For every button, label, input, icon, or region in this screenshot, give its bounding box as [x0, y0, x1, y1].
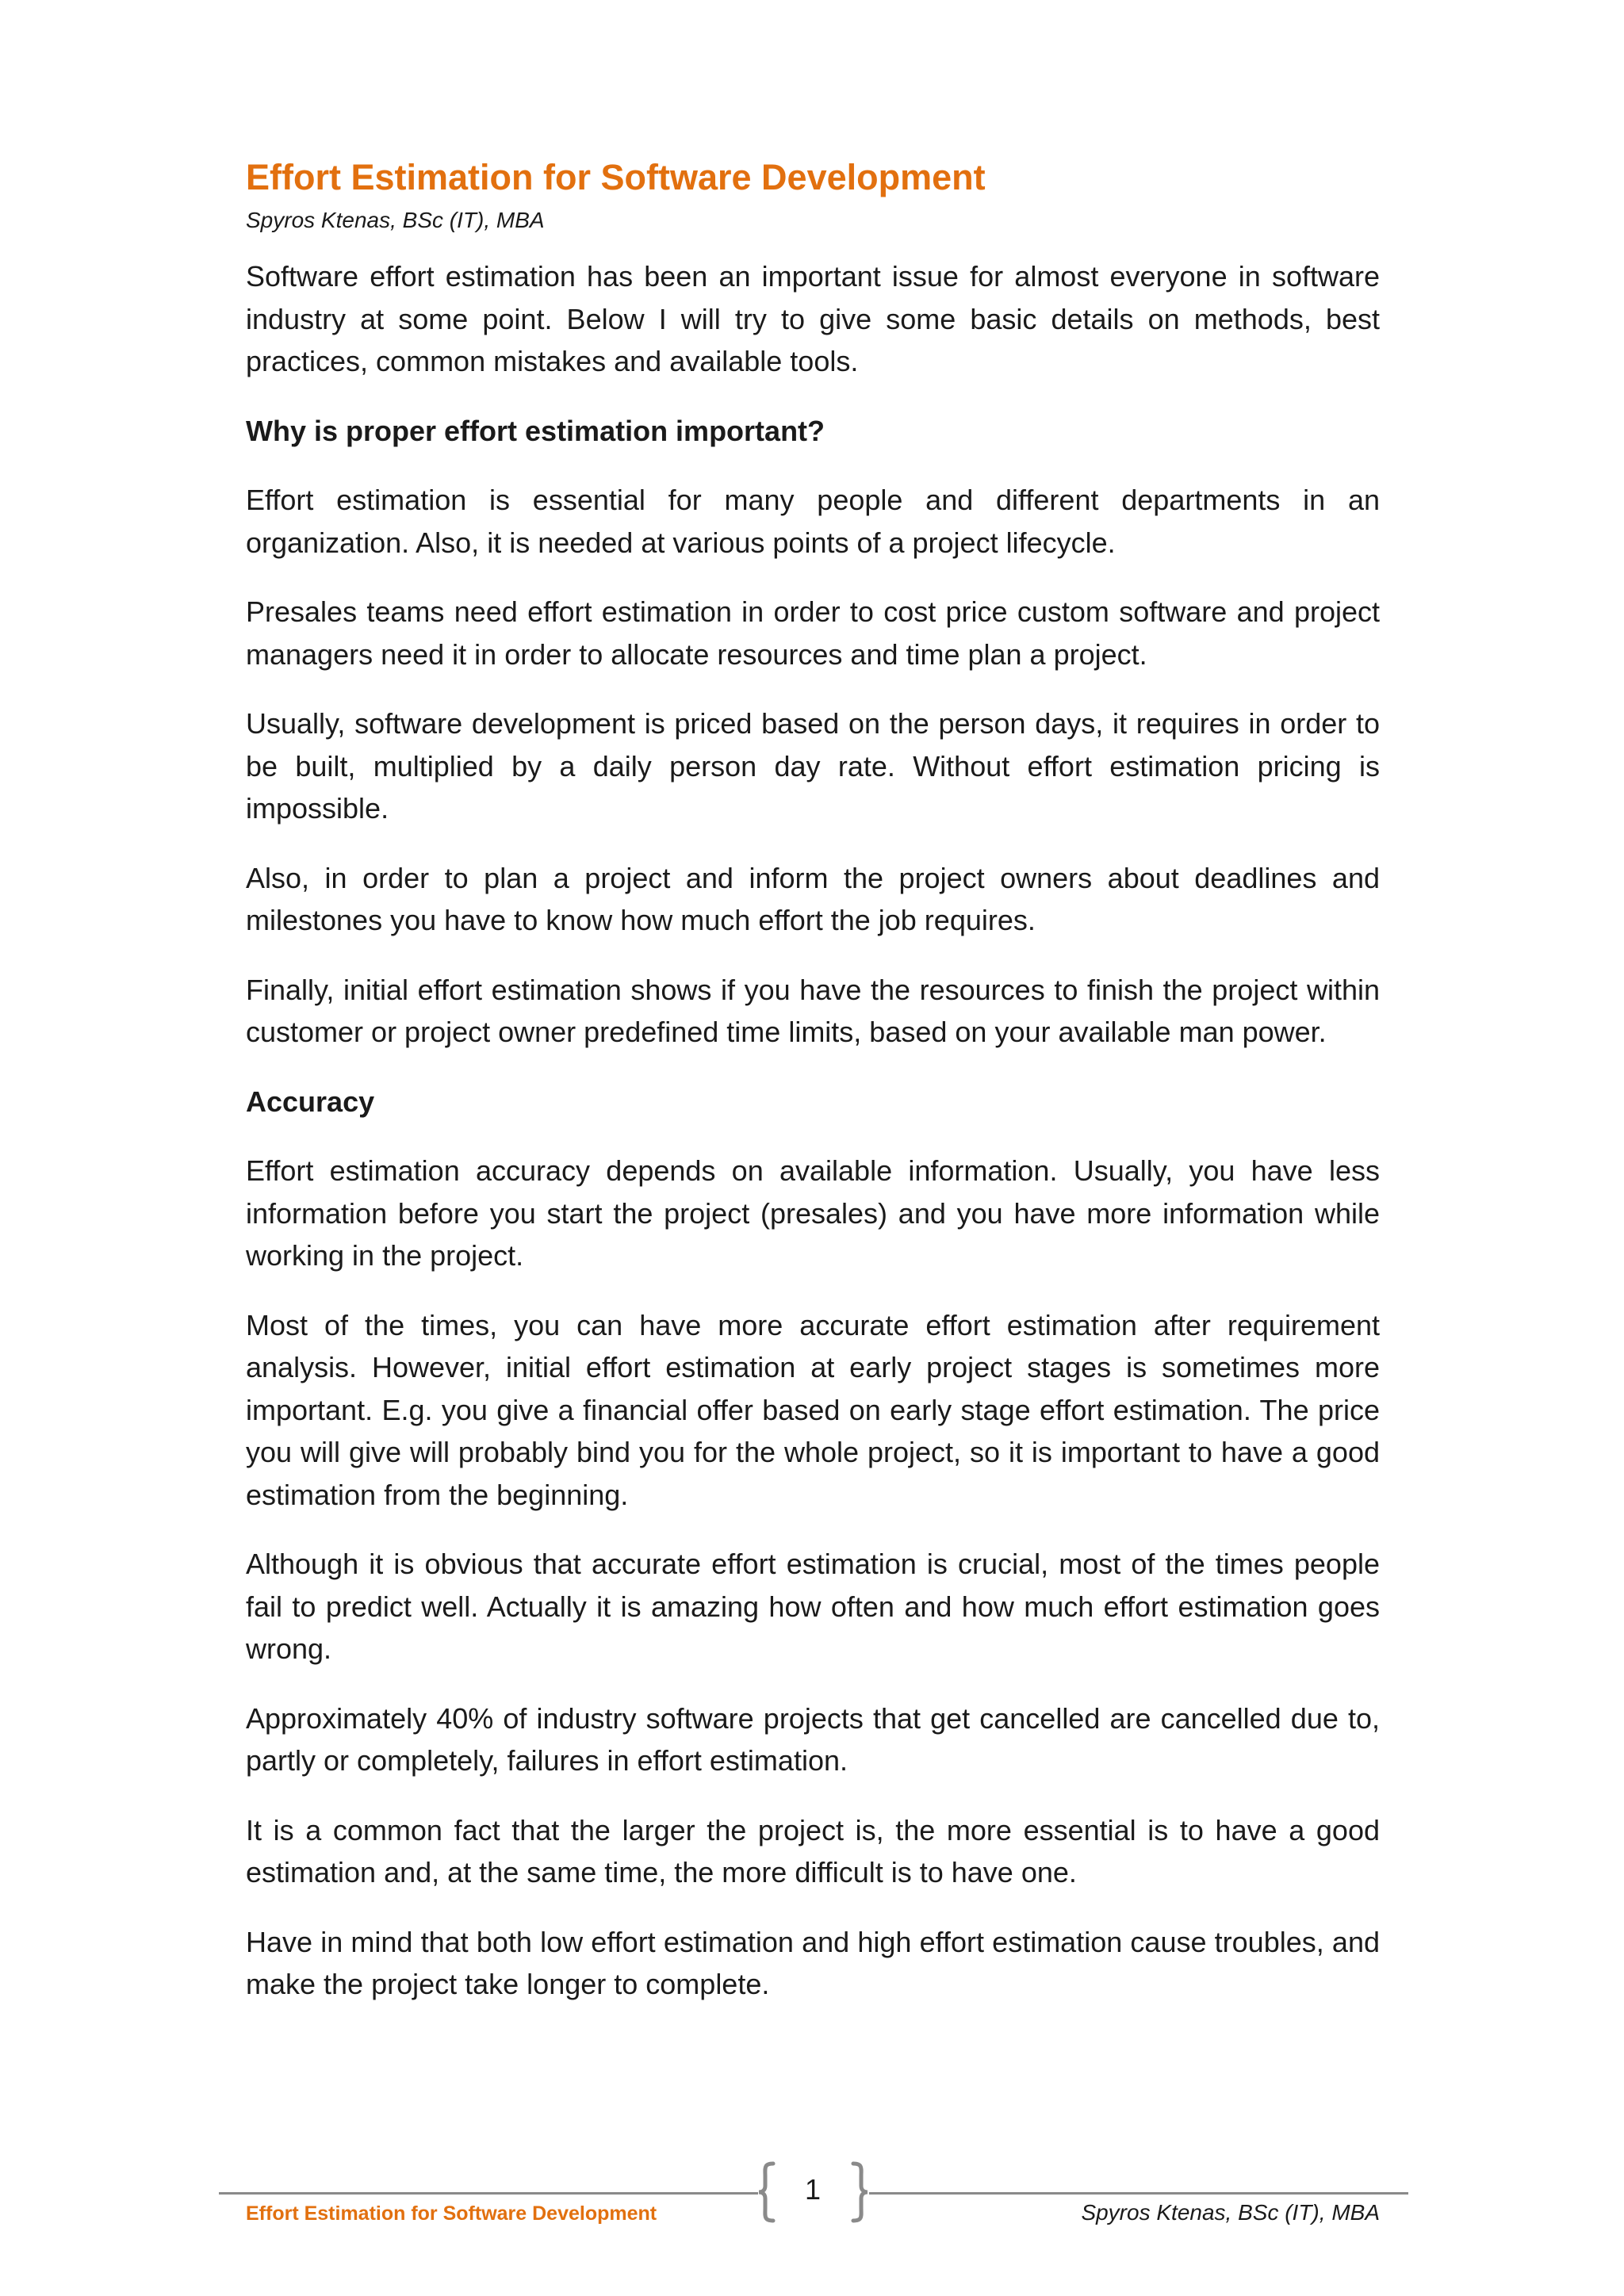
paragraph: Usually, software development is priced based on the person days, it requires in order to be built, multiplied by a daily person day rate. Without effort estimation pricing is impossible. — [246, 707, 1380, 825]
document-title: Effort Estimation for Software Development — [246, 157, 986, 197]
section-heading-importance: Why is proper effort estimation important? — [246, 414, 825, 447]
paragraph: Approximately 40% of industry software projects that get cancelled are cancelled due to, partly or completely, failures in effort estimation. — [246, 1701, 1380, 1777]
paragraph: Effort estimation accuracy depends on available information. Usually, you have less information before you start the project (presales) and you have more information while working in the project. — [246, 1154, 1380, 1272]
section-heading-accuracy: Accuracy — [246, 1085, 375, 1118]
document-author: Spyros Ktenas, BSc (IT), MBA — [246, 208, 545, 232]
footer-author: Spyros Ktenas, BSc (IT), MBA — [1081, 2200, 1380, 2225]
footer-rule-left — [219, 2192, 758, 2195]
page-number: 1 — [804, 2173, 822, 2206]
paragraph: Also, in order to plan a project and inform the project owners about deadlines and milestones you have to know how much effort the job requires. — [246, 861, 1380, 936]
paragraph: Effort estimation is essential for many people and different departments in an organization. Also, it is needed at various points of a project lifecycle. — [246, 484, 1380, 559]
footer-rule-right — [869, 2192, 1408, 2195]
paragraph: Most of the times, you can have more accurate effort estimation after requirement analysis. However, initial effort estimation at early project stages is sometimes more important. E.g. you give a financial offer based on early stage effort estimation. The price you will give will probably bind you for the whole project, so it is important to have a good estimation from the beginning. — [246, 1308, 1380, 1511]
paragraph: Although it is obvious that accurate effort estimation is crucial, most of the times people fail to predict well. Actually it is amazing how often and how much effort estimation goes wrong. — [246, 1548, 1380, 1665]
right-brace-icon — [847, 2160, 871, 2224]
paragraph: Presales teams need effort estimation in order to cost price custom software and project managers need it in order to allocate resources and time plan a project. — [246, 595, 1380, 671]
page-content — [246, 152, 1380, 2033]
left-brace-icon — [756, 2160, 779, 2224]
paragraph: It is a common fact that the larger the project is, the more essential is to have a good estimation and, at the same time, the more difficult is to have one. — [246, 1813, 1380, 1888]
paragraph: Have in mind that both low effort estimation and high effort estimation cause troubles, and make the project take longer to complete. — [246, 1925, 1380, 2000]
paragraph-intro: Software effort estimation has been an important issue for almost everyone in software industry at some point. Below I will try to give some basic details on methods, best practices, common mistakes and available tools. — [246, 260, 1380, 377]
footer-document-title: Effort Estimation for Software Development — [246, 2202, 657, 2225]
paragraph: Finally, initial effort estimation shows if you have the resources to finish the project within customer or project owner predefined time limits, based on your available man power. — [246, 973, 1380, 1048]
